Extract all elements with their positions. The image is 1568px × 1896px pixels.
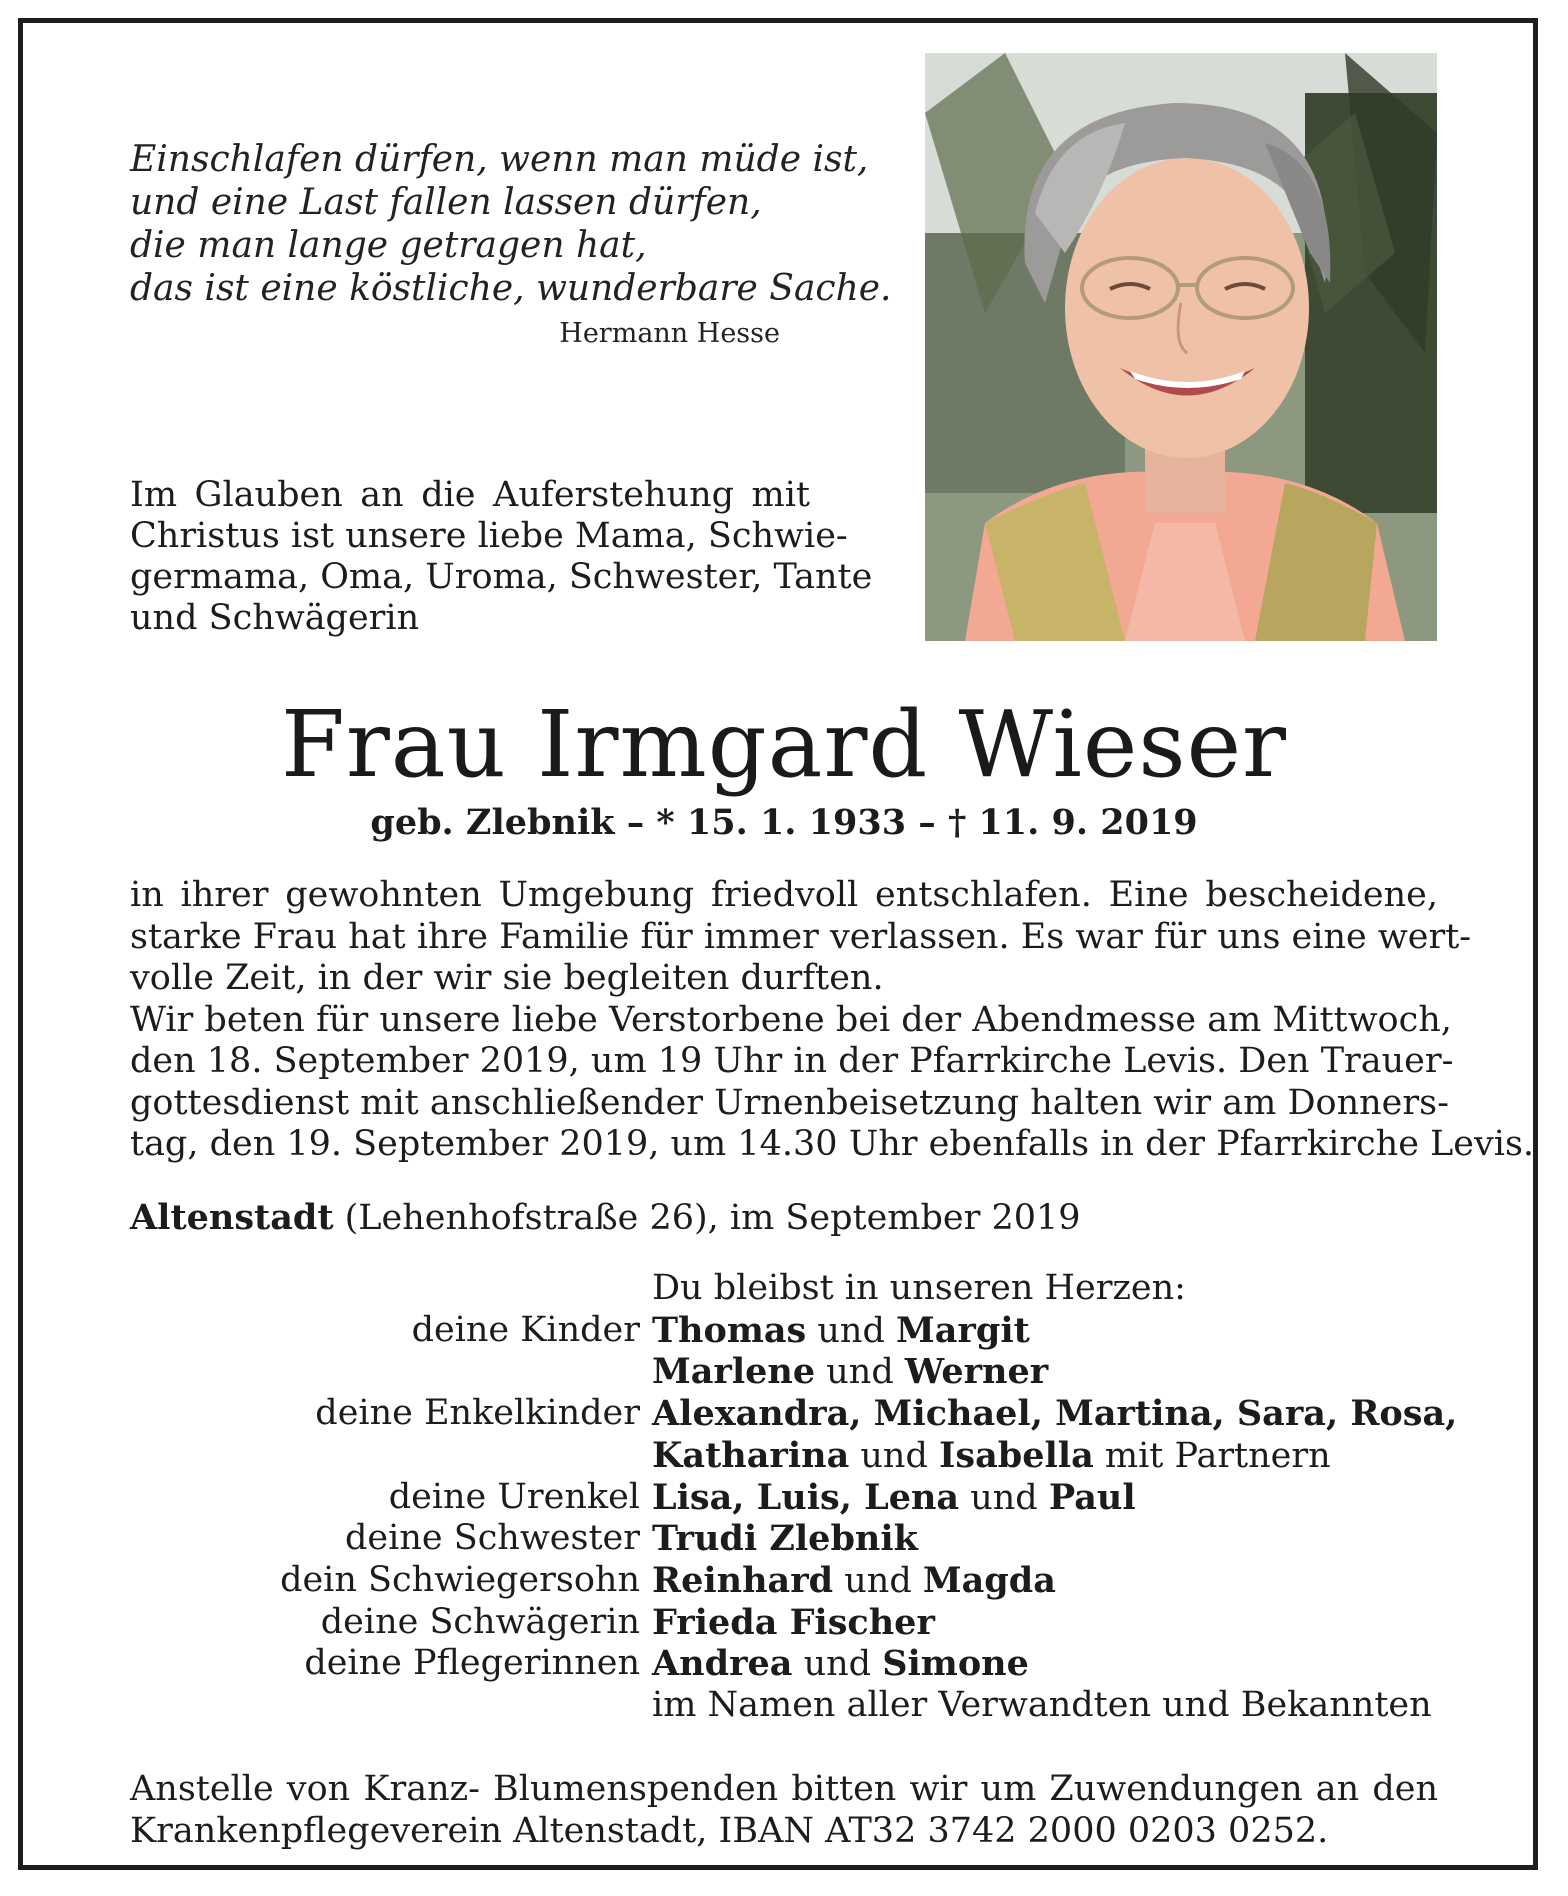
family-members — [652, 1643, 1029, 1684]
body-line: Wir beten für unsere liebe Verstorbene bei der Abendmesse am Mittwoch, — [130, 999, 1452, 1040]
intro-line: Christus ist unsere liebe Mama, Schwie- — [130, 516, 848, 556]
family-row — [0, 1435, 1568, 1477]
connector-text: und — [833, 1560, 923, 1601]
family-members — [652, 1602, 935, 1643]
family-members — [652, 1477, 1136, 1518]
member-name: Frieda Fischer — [652, 1601, 935, 1643]
intro-line: und Schwägerin — [130, 598, 420, 638]
family-members — [652, 1393, 1457, 1434]
family-row — [0, 1310, 1568, 1352]
family-row — [0, 1518, 1568, 1560]
connector-text: im Namen aller Verwandten und Bekannten — [652, 1685, 1432, 1725]
donation-note — [130, 1768, 1438, 1852]
connector-text: und — [815, 1352, 905, 1393]
motto-line: Einschlafen dürfen, wenn man müde ist, — [130, 139, 869, 180]
family-members — [652, 1518, 918, 1559]
member-name: Alexandra, Michael, Martina, Sara, Rosa, — [652, 1393, 1458, 1435]
member-name: Katharina — [652, 1434, 850, 1476]
family-row — [0, 1643, 1568, 1685]
family-row — [0, 1351, 1568, 1393]
place-date-line — [130, 1197, 1081, 1238]
deceased-name: Frau Irmgard Wieser — [280, 691, 1288, 798]
member-name: Lisa, Luis, Lena — [652, 1476, 960, 1518]
donation-line: Anstelle von Kranz- Blumenspenden bitten wir um Zuwendungen an den — [130, 1769, 1438, 1809]
member-name: Simone — [882, 1643, 1029, 1685]
place-town: Altenstadt — [130, 1197, 334, 1238]
motto-line: das ist eine köstliche, wunderbare Sache. — [130, 268, 892, 309]
body-line: volle Zeit, in der wir sie begleiten durften. — [130, 958, 884, 998]
birth-death-line: geb. Zlebnik – * 15. 1. 1933 – † 11. 9. 2019 — [370, 802, 1198, 843]
relation-label: deine Pflegerinnen — [304, 1643, 640, 1684]
family-heading: Du bleibst in unseren Herzen: — [652, 1268, 1186, 1308]
intro-line: germama, Oma, Uroma, Schwester, Tante — [130, 557, 873, 597]
body-paragraph — [130, 875, 1535, 1166]
member-name: Margit — [896, 1309, 1030, 1351]
family-members — [652, 1435, 1331, 1476]
family-members — [652, 1351, 1048, 1392]
body-line: gottesdienst mit anschließender Urnenbeisetzung halten wir am Donners- — [130, 1082, 1449, 1123]
body-line: tag, den 19. September 2019, um 14.30 Uhr ebenfalls in der Pfarrkirche Levis. — [130, 1124, 1535, 1164]
connector-text: und — [849, 1435, 940, 1476]
intro-paragraph — [130, 475, 873, 639]
member-name: Isabella — [939, 1434, 1094, 1476]
motto-author: Hermann Hesse — [559, 318, 780, 349]
family-row — [0, 1685, 1568, 1727]
member-name: Andrea — [652, 1643, 793, 1685]
connector-text: und — [792, 1644, 883, 1685]
portrait-photo — [925, 53, 1437, 641]
body-line: in ihrer gewohnten Umgebung friedvoll entschlafen. Eine bescheidene, — [130, 875, 1438, 915]
member-name: Trudi Zlebnik — [652, 1518, 918, 1560]
relation-label: deine Enkelkinder — [315, 1393, 640, 1434]
member-name: Paul — [1048, 1476, 1136, 1518]
family-row — [0, 1393, 1568, 1435]
donation-line: Krankenpflegeverein Altenstadt, IBAN AT32 3742 2000 0203 0252. — [130, 1811, 1329, 1851]
member-name: Reinhard — [652, 1559, 834, 1601]
motto-quote — [130, 138, 892, 310]
relation-label: deine Schwägerin — [320, 1601, 640, 1642]
relation-label: deine Urenkel — [388, 1476, 640, 1517]
relation-label: deine Kinder — [411, 1309, 640, 1350]
member-name: Werner — [904, 1351, 1049, 1393]
motto-line: die man lange getragen hat, — [130, 225, 647, 266]
intro-line: Im Glauben an die Auferstehung mit — [130, 475, 810, 515]
relation-label: deine Schwester — [345, 1518, 640, 1559]
body-line: starke Frau hat ihre Familie für immer verlassen. Es war für uns eine wert- — [130, 916, 1472, 957]
motto-line: und eine Last fallen lassen dürfen, — [130, 182, 762, 223]
family-row — [0, 1477, 1568, 1519]
family-members — [652, 1685, 1432, 1725]
connector-text: mit Partnern — [1093, 1435, 1331, 1476]
relation-label: dein Schwiegersohn — [280, 1559, 640, 1600]
member-name: Marlene — [652, 1351, 816, 1393]
member-name: Thomas — [652, 1309, 807, 1351]
family-row — [0, 1602, 1568, 1644]
connector-text: und — [959, 1477, 1049, 1518]
connector-text: und — [806, 1310, 897, 1351]
body-line: den 18. September 2019, um 19 Uhr in der Pfarrkirche Levis. Den Trauer- — [130, 1041, 1454, 1081]
family-row — [0, 1560, 1568, 1602]
member-name: Magda — [922, 1559, 1056, 1601]
family-members — [652, 1560, 1056, 1601]
family-members — [652, 1310, 1030, 1351]
place-rest: (Lehenhofstraße 26), im September 2019 — [333, 1198, 1081, 1238]
